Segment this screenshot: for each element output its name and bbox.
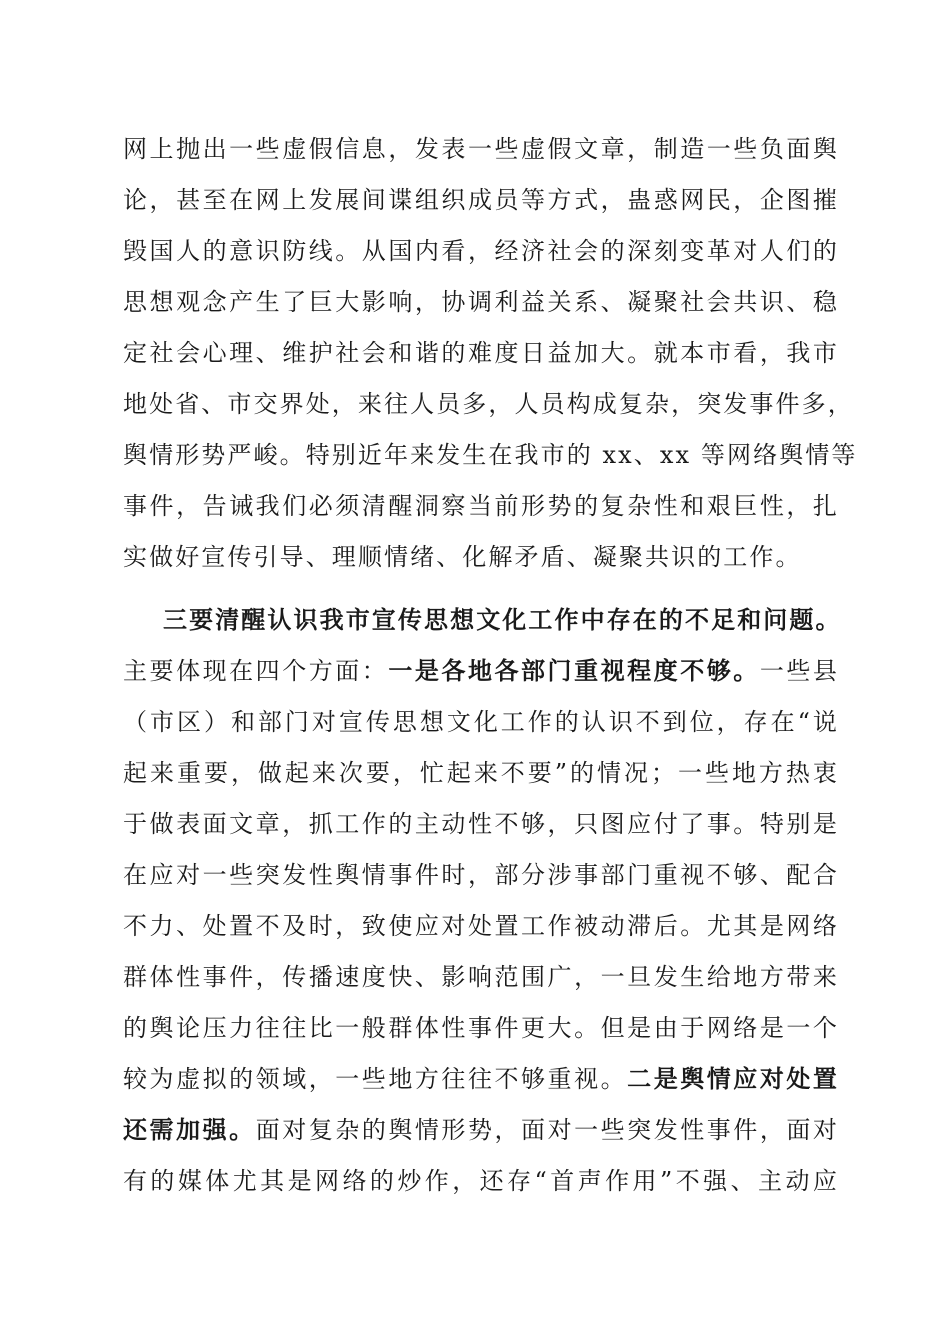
paragraph-1-line-9: 实做好宣传引导、理顺情绪、化解矛盾、凝聚共识的工作。 bbox=[123, 543, 802, 571]
paragraph-2-line-9: 的舆论压力往往比一般群体性事件更大。但是由于网络是一个 bbox=[123, 1014, 839, 1042]
paragraph-1-line-6: 地处省、市交界处，来往人员多，人员构成复杂，突发事件多， bbox=[123, 390, 854, 418]
paragraph-2-line-5: 于做表面文章，抓工作的主动性不够，只图应付了事。特别是 bbox=[123, 810, 839, 838]
paragraph-1-line-5: 定社会心理、维护社会和谐的难度日益加大。就本市看，我市 bbox=[123, 339, 839, 367]
paragraph-1-line-3: 毁国人的意识防线。从国内看，经济社会的深刻变革对人们的 bbox=[123, 237, 839, 265]
paragraph-2-line-3: （市区）和部门对宣传思想文化工作的认识不到位，存在“说 bbox=[123, 708, 839, 736]
paragraph-2-line-11 bbox=[123, 1113, 839, 1147]
paragraph-2-line-12: 有的媒体尤其是网络的炒作，还存“首声作用”不强、主动应 bbox=[123, 1167, 839, 1195]
paragraph-2-line-10-normal: 较为虚拟的领域，一些地方往往不够重视。 bbox=[123, 1065, 628, 1093]
paragraph-2-point-2-end: 还需加强。 bbox=[123, 1116, 256, 1144]
paragraph-2-line-4: 起来重要，做起来次要，忙起来不要”的情况；一些地方热衷 bbox=[123, 759, 839, 787]
paragraph-2-line-6: 在应对一些突发性舆情事件时，部分涉事部门重视不够、配合 bbox=[123, 861, 839, 889]
paragraph-2-line-10 bbox=[123, 1062, 839, 1096]
paragraph-2-line-2-tail: 一些县 bbox=[759, 657, 839, 685]
paragraph-2-heading: 三要清醒认识我市宣传思想文化工作中存在的不足和问题。 bbox=[163, 606, 842, 634]
paragraph-1-line-7: 舆情形势严峻。特别近年来发生在我市的 xx、xx 等网络舆情等 bbox=[123, 441, 858, 469]
paragraph-2-line-11-normal: 面对复杂的舆情形势，面对一些突发性事件，面对 bbox=[255, 1116, 840, 1144]
paragraph-1-line-8: 事件，告诫我们必须清醒洞察当前形势的复杂性和艰巨性，扎 bbox=[123, 492, 839, 520]
paragraph-1-line-4: 思想观念产生了巨大影响，协调利益关系、凝聚社会共识、稳 bbox=[123, 288, 839, 316]
paragraph-2-point-2-start: 二是舆情应对处置 bbox=[627, 1065, 839, 1093]
paragraph-2-line-7: 不力、处置不及时，致使应对处置工作被动滞后。尤其是网络 bbox=[123, 912, 839, 940]
paragraph-2-line-8: 群体性事件，传播速度快、影响范围广，一旦发生给地方带来 bbox=[123, 963, 839, 991]
paragraph-2-point-1: 一是各地各部门重视程度不够。 bbox=[388, 657, 760, 685]
paragraph-2-line-2 bbox=[123, 654, 839, 688]
paragraph-1-line-1: 网上抛出一些虚假信息，发表一些虚假文章，制造一些负面舆 bbox=[123, 135, 839, 163]
paragraph-2-line-2-normal: 主要体现在四个方面： bbox=[123, 657, 389, 685]
paragraph-1-line-2: 论，甚至在网上发展间谍组织成员等方式，蛊惑网民，企图摧 bbox=[123, 186, 839, 214]
